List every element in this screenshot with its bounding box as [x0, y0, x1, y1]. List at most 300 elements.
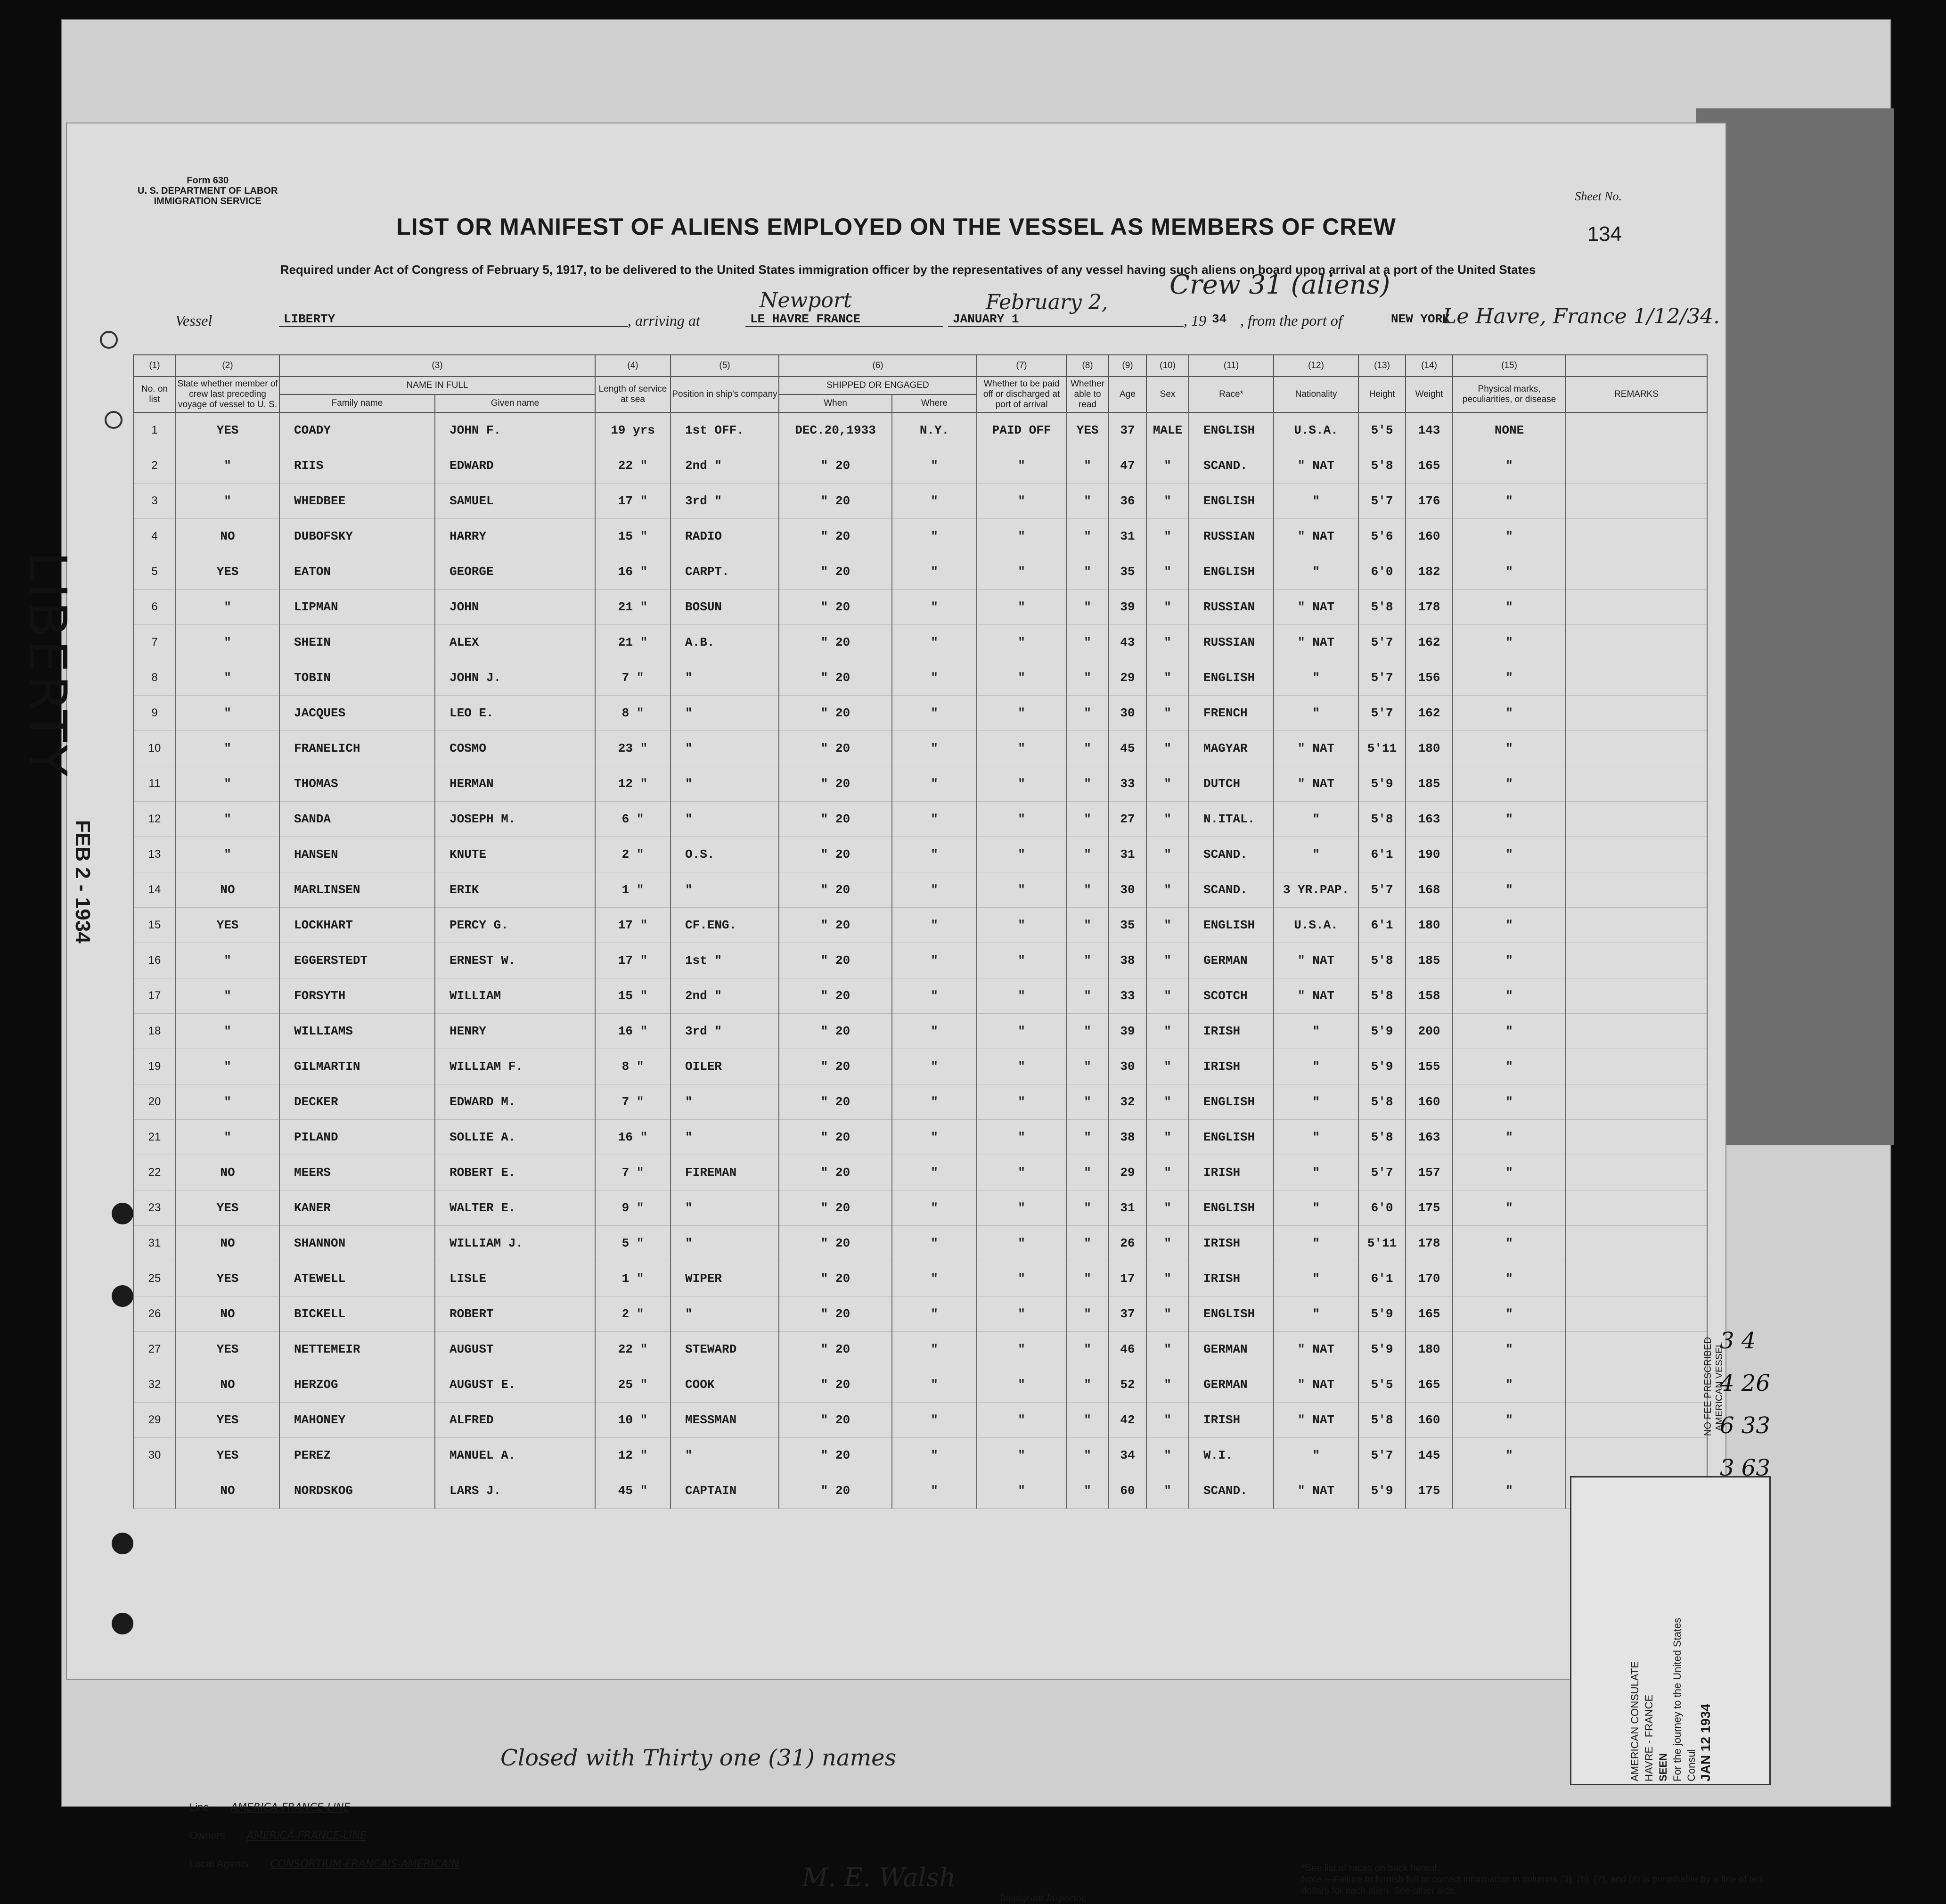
cell-where: ": [892, 1014, 977, 1049]
cell-height: 6'1: [1358, 1261, 1406, 1297]
cell-remarks: [1566, 1049, 1707, 1084]
cell-position: CARPT.: [670, 554, 779, 590]
line-field: [189, 1801, 351, 1814]
cell-race: SCAND.: [1189, 872, 1274, 908]
col-num: (15): [1453, 355, 1566, 377]
cell-given: JOSEPH M.: [435, 802, 595, 837]
cell-weight: 178: [1406, 590, 1453, 625]
cell-when: " 20: [779, 590, 892, 625]
cell-no: 20: [133, 1084, 176, 1120]
cell-paid: ": [977, 837, 1066, 872]
cell-age: 35: [1109, 908, 1146, 943]
form-identifier: [138, 175, 278, 206]
cell-paid: PAID OFF: [977, 412, 1066, 448]
cell-read: YES: [1066, 412, 1109, 448]
stamp-journey: For the journey to the United States: [1671, 1617, 1683, 1781]
table-row: [133, 448, 1707, 484]
cell-sex: ": [1146, 1155, 1189, 1190]
table-row: [133, 625, 1707, 660]
cell-sex: ": [1146, 448, 1189, 484]
cell-prev: ": [176, 943, 279, 978]
header-height: Height: [1358, 377, 1406, 412]
cell-prev: YES: [176, 1403, 279, 1438]
cell-given: ROBERT: [435, 1297, 595, 1332]
cell-given: LEO E.: [435, 696, 595, 731]
cell-family: THOMAS: [279, 766, 435, 802]
cell-paid: ": [977, 802, 1066, 837]
cell-remarks: [1566, 1014, 1707, 1049]
cell-when: " 20: [779, 554, 892, 590]
header-position: Position in ship's company: [670, 377, 779, 412]
cell-height: 5'9: [1358, 1014, 1406, 1049]
cell-read: ": [1066, 908, 1109, 943]
cell-remarks: [1566, 1155, 1707, 1190]
cell-weight: 185: [1406, 943, 1453, 978]
cell-remarks: [1566, 1438, 1707, 1473]
cell-remarks: [1566, 590, 1707, 625]
cell-remarks: [1566, 1297, 1707, 1332]
cell-remarks: [1566, 484, 1707, 519]
cell-age: 45: [1109, 731, 1146, 766]
cell-paid: ": [977, 1084, 1066, 1120]
cell-when: " 20: [779, 1332, 892, 1367]
cell-no: 16: [133, 943, 176, 978]
cell-family: HERZOG: [279, 1367, 435, 1403]
col-num: (11): [1189, 355, 1274, 377]
table-row: [133, 872, 1707, 908]
cell-where: ": [892, 1190, 977, 1226]
cell-when: " 20: [779, 484, 892, 519]
margin-date-stamp: FEB 2 - 1934: [71, 820, 94, 944]
table-row: [133, 484, 1707, 519]
cell-weight: 185: [1406, 766, 1453, 802]
cell-when: " 20: [779, 802, 892, 837]
cell-sex: ": [1146, 590, 1189, 625]
cell-when: " 20: [779, 625, 892, 660]
cell-given: ERIK: [435, 872, 595, 908]
cell-age: 47: [1109, 448, 1146, 484]
cell-nat: ": [1274, 1297, 1358, 1332]
cell-nat: " NAT: [1274, 590, 1358, 625]
cell-prev: ": [176, 1084, 279, 1120]
cell-sex: ": [1146, 1084, 1189, 1120]
cell-age: 34: [1109, 1438, 1146, 1473]
cell-family: FRANELICH: [279, 731, 435, 766]
column-number-row: [133, 355, 1707, 377]
table-row: [133, 1120, 1707, 1155]
cell-weight: 170: [1406, 1261, 1453, 1297]
cell-marks: ": [1453, 1120, 1566, 1155]
cell-remarks: [1566, 1084, 1707, 1120]
cell-read: ": [1066, 943, 1109, 978]
department: U. S. DEPARTMENT OF LABOR: [138, 186, 278, 196]
cell-prev: ": [176, 448, 279, 484]
cell-read: ": [1066, 766, 1109, 802]
cell-nat: ": [1274, 1155, 1358, 1190]
table-row: [133, 1367, 1707, 1403]
cell-no: 30: [133, 1438, 176, 1473]
cell-position: O.S.: [670, 837, 779, 872]
date-handwritten: February 2,: [986, 290, 1108, 314]
cell-prev: NO: [176, 1155, 279, 1190]
cell-given: JOHN: [435, 590, 595, 625]
owners-value: AMERICA-FRANCE-LINE: [246, 1830, 367, 1842]
cell-prev: ": [176, 625, 279, 660]
cell-read: ": [1066, 978, 1109, 1014]
cell-when: DEC.20,1933: [779, 412, 892, 448]
cell-prev: YES: [176, 908, 279, 943]
cell-sex: ": [1146, 1332, 1189, 1367]
cell-position: ": [670, 1226, 779, 1261]
cell-prev: ": [176, 484, 279, 519]
tally-line: 6 33: [1720, 1412, 1770, 1439]
cell-height: 5'8: [1358, 1120, 1406, 1155]
stamp-consulate: AMERICAN CONSULATE: [1629, 1661, 1641, 1781]
closed-note: Closed with Thirty one (31) names: [500, 1745, 897, 1771]
cell-remarks: [1566, 943, 1707, 978]
cell-race: RUSSIAN: [1189, 590, 1274, 625]
cell-where: ": [892, 1297, 977, 1332]
table-row: [133, 519, 1707, 554]
cell-weight: 180: [1406, 1332, 1453, 1367]
cell-when: " 20: [779, 1155, 892, 1190]
cell-age: 37: [1109, 412, 1146, 448]
crew-count-note: Crew 31 (aliens): [1169, 270, 1390, 300]
cell-age: 30: [1109, 696, 1146, 731]
col-num: (5): [670, 355, 779, 377]
cell-sex: ": [1146, 1297, 1189, 1332]
cell-marks: ": [1453, 484, 1566, 519]
cell-where: ": [892, 1438, 977, 1473]
cell-no: 23: [133, 1190, 176, 1226]
cell-given: LARS J.: [435, 1473, 595, 1509]
cell-family: EGGERSTEDT: [279, 943, 435, 978]
cell-where: ": [892, 802, 977, 837]
cell-paid: ": [977, 1403, 1066, 1438]
cell-paid: ": [977, 1049, 1066, 1084]
cell-remarks: [1566, 978, 1707, 1014]
cell-weight: 180: [1406, 908, 1453, 943]
crew-manifest-table: [133, 354, 1708, 1509]
cell-read: ": [1066, 554, 1109, 590]
cell-marks: ": [1453, 554, 1566, 590]
form-notes: [1301, 1863, 1773, 1896]
cell-prev: ": [176, 660, 279, 696]
cell-sex: ": [1146, 1403, 1189, 1438]
cell-no: 10: [133, 731, 176, 766]
header-able-to-read: Whether able to read: [1066, 377, 1109, 412]
cell-position: ": [670, 872, 779, 908]
cell-weight: 155: [1406, 1049, 1453, 1084]
cell-marks: ": [1453, 519, 1566, 554]
cell-height: 5'9: [1358, 1332, 1406, 1367]
cell-weight: 162: [1406, 625, 1453, 660]
cell-no: 3: [133, 484, 176, 519]
cell-nat: ": [1274, 1261, 1358, 1297]
cell-weight: 168: [1406, 872, 1453, 908]
punch-hole: [112, 1203, 133, 1224]
cell-marks: ": [1453, 448, 1566, 484]
fee-text: NO FEE PRESCRIBED: [1703, 1337, 1713, 1436]
header-sex: Sex: [1146, 377, 1189, 412]
cell-remarks: [1566, 1120, 1707, 1155]
cell-given: SAMUEL: [435, 484, 595, 519]
cell-weight: 162: [1406, 696, 1453, 731]
cell-height: 5'7: [1358, 484, 1406, 519]
cell-sex: ": [1146, 802, 1189, 837]
cell-where: ": [892, 554, 977, 590]
col-num: (2): [176, 355, 279, 377]
cell-when: " 20: [779, 837, 892, 872]
cell-remarks: [1566, 660, 1707, 696]
cell-service: 10 ": [595, 1403, 670, 1438]
cell-age: 39: [1109, 1014, 1146, 1049]
cell-paid: ": [977, 1014, 1066, 1049]
table-row: [133, 731, 1707, 766]
cell-height: 5'7: [1358, 660, 1406, 696]
cell-given: JOHN F.: [435, 412, 595, 448]
cell-paid: ": [977, 1332, 1066, 1367]
table-row: [133, 1190, 1707, 1226]
cell-nat: ": [1274, 1190, 1358, 1226]
cell-no: 5: [133, 554, 176, 590]
cell-weight: 156: [1406, 660, 1453, 696]
cell-race: ENGLISH: [1189, 1120, 1274, 1155]
cell-nat: ": [1274, 1226, 1358, 1261]
cell-paid: ": [977, 731, 1066, 766]
cell-family: SHEIN: [279, 625, 435, 660]
table-row: [133, 412, 1707, 448]
from-port-typed: NEW YORK: [1391, 312, 1450, 326]
cell-no: 27: [133, 1332, 176, 1367]
col-num: (4): [595, 355, 670, 377]
cell-race: IRISH: [1189, 1226, 1274, 1261]
cell-paid: ": [977, 908, 1066, 943]
cell-where: ": [892, 696, 977, 731]
cell-nat: ": [1274, 1049, 1358, 1084]
cell-sex: ": [1146, 978, 1189, 1014]
table-row: [133, 1084, 1707, 1120]
cell-when: " 20: [779, 1297, 892, 1332]
cell-given: WALTER E.: [435, 1190, 595, 1226]
col-num: (13): [1358, 355, 1406, 377]
cell-read: ": [1066, 1297, 1109, 1332]
cell-height: 5'5: [1358, 1367, 1406, 1403]
cell-sex: ": [1146, 1438, 1189, 1473]
inspector-label: Immigrant Inspector.: [1000, 1892, 1087, 1904]
page-subtitle: Required under Act of Congress of February 5, 1917, to be delivered to the United States immigration officer by the representatives of any vessel having such aliens on board upon arrival at a port of the United States: [280, 263, 1536, 277]
cell-when: " 20: [779, 1438, 892, 1473]
cell-prev: NO: [176, 1473, 279, 1509]
cell-sex: ": [1146, 1014, 1189, 1049]
cell-height: 5'11: [1358, 731, 1406, 766]
date-typed: JANUARY 1: [948, 312, 1184, 327]
arriving-label: , arriving at: [628, 312, 700, 329]
cell-height: 6'1: [1358, 908, 1406, 943]
table-row: [133, 837, 1707, 872]
cell-where: N.Y.: [892, 412, 977, 448]
table-row: [133, 1155, 1707, 1190]
cell-sex: ": [1146, 731, 1189, 766]
cell-marks: ": [1453, 802, 1566, 837]
cell-family: SHANNON: [279, 1226, 435, 1261]
cell-marks: ": [1453, 731, 1566, 766]
cell-service: 17 ": [595, 484, 670, 519]
cell-where: ": [892, 1084, 977, 1120]
cell-sex: ": [1146, 554, 1189, 590]
cell-read: ": [1066, 625, 1109, 660]
table-row: [133, 660, 1707, 696]
cell-service: 8 ": [595, 696, 670, 731]
table-row: [133, 1332, 1707, 1367]
cell-weight: 165: [1406, 1367, 1453, 1403]
cell-position: RADIO: [670, 519, 779, 554]
cell-no: [133, 1473, 176, 1509]
cell-race: SCAND.: [1189, 448, 1274, 484]
cell-age: 31: [1109, 837, 1146, 872]
cell-race: DUTCH: [1189, 766, 1274, 802]
header-paid-off: Whether to be paid off or discharged at port of arrival: [977, 377, 1066, 412]
vessel-type-text: AMERICAN VESSEL: [1714, 1342, 1725, 1431]
cell-nat: " NAT: [1274, 766, 1358, 802]
header-when: When: [779, 394, 892, 412]
cell-position: 1st OFF.: [670, 412, 779, 448]
cell-remarks: [1566, 1261, 1707, 1297]
cell-position: ": [670, 1084, 779, 1120]
cell-no: 29: [133, 1403, 176, 1438]
col-num: (9): [1109, 355, 1146, 377]
cell-prev: ": [176, 766, 279, 802]
cell-race: N.ITAL.: [1189, 802, 1274, 837]
cell-sex: ": [1146, 1226, 1189, 1261]
cell-service: 12 ": [595, 766, 670, 802]
cell-remarks: [1566, 1367, 1707, 1403]
cell-prev: ": [176, 1049, 279, 1084]
cell-given: COSMO: [435, 731, 595, 766]
cell-sex: ": [1146, 1473, 1189, 1509]
cell-remarks: [1566, 554, 1707, 590]
cell-height: 5'5: [1358, 412, 1406, 448]
cell-given: ALFRED: [435, 1403, 595, 1438]
cell-nat: ": [1274, 554, 1358, 590]
cell-position: ": [670, 802, 779, 837]
cell-age: 33: [1109, 978, 1146, 1014]
arriving-port-typed: LE HAVRE FRANCE: [745, 312, 943, 327]
cell-race: W.I.: [1189, 1438, 1274, 1473]
cell-read: ": [1066, 1403, 1109, 1438]
cell-family: WILLIAMS: [279, 1014, 435, 1049]
cell-remarks: [1566, 1403, 1707, 1438]
cell-position: A.B.: [670, 625, 779, 660]
cell-age: 17: [1109, 1261, 1146, 1297]
cell-prev: YES: [176, 412, 279, 448]
cell-prev: YES: [176, 1190, 279, 1226]
cell-remarks: [1566, 1190, 1707, 1226]
cell-service: 45 ": [595, 1473, 670, 1509]
header-weight: Weight: [1406, 377, 1453, 412]
cell-prev: YES: [176, 1332, 279, 1367]
cell-marks: ": [1453, 1367, 1566, 1403]
header-physical-marks: Physical marks, peculiarities, or disease: [1453, 377, 1566, 412]
cell-paid: ": [977, 1367, 1066, 1403]
cell-service: 22 ": [595, 1332, 670, 1367]
cell-when: " 20: [779, 519, 892, 554]
cell-sex: ": [1146, 872, 1189, 908]
cell-height: 5'7: [1358, 872, 1406, 908]
cell-nat: " NAT: [1274, 1473, 1358, 1509]
cell-nat: " NAT: [1274, 1403, 1358, 1438]
cell-read: ": [1066, 802, 1109, 837]
cell-where: ": [892, 908, 977, 943]
cell-service: 16 ": [595, 1120, 670, 1155]
cell-marks: ": [1453, 766, 1566, 802]
cell-height: 5'8: [1358, 943, 1406, 978]
cell-remarks: [1566, 412, 1707, 448]
table-row: [133, 1014, 1707, 1049]
cell-paid: ": [977, 484, 1066, 519]
table-row: [133, 908, 1707, 943]
cell-no: 6: [133, 590, 176, 625]
cell-where: ": [892, 731, 977, 766]
cell-weight: 163: [1406, 802, 1453, 837]
sheet-label: Sheet No.: [1575, 189, 1622, 203]
cell-paid: ": [977, 1190, 1066, 1226]
stamp-place: HAVRE - FRANCE: [1643, 1694, 1655, 1781]
cell-given: HENRY: [435, 1014, 595, 1049]
arriving-port-handwritten: Newport: [760, 288, 852, 312]
cell-no: 1: [133, 412, 176, 448]
cell-sex: ": [1146, 519, 1189, 554]
cell-given: AUGUST E.: [435, 1367, 595, 1403]
cell-where: ": [892, 1403, 977, 1438]
cell-height: 5'7: [1358, 1438, 1406, 1473]
line-label: Line: [189, 1801, 209, 1813]
line-value: AMERICA-FRANCE-LINE: [230, 1802, 351, 1814]
cell-remarks: [1566, 731, 1707, 766]
cell-age: 46: [1109, 1332, 1146, 1367]
cell-height: 6'1: [1358, 837, 1406, 872]
vessel-label: Vessel: [175, 312, 213, 329]
cell-age: 33: [1109, 766, 1146, 802]
cell-read: ": [1066, 1367, 1109, 1403]
cell-age: 30: [1109, 872, 1146, 908]
cell-remarks: [1566, 766, 1707, 802]
cell-read: ": [1066, 1049, 1109, 1084]
cell-paid: ": [977, 1226, 1066, 1261]
cell-when: " 20: [779, 448, 892, 484]
cell-remarks: [1566, 1332, 1707, 1367]
cell-weight: 175: [1406, 1473, 1453, 1509]
table-row: [133, 1403, 1707, 1438]
cell-family: ATEWELL: [279, 1261, 435, 1297]
cell-family: KANER: [279, 1190, 435, 1226]
margin-vessel-name: LIBERTY: [17, 551, 78, 780]
cell-service: 19 yrs: [595, 412, 670, 448]
cell-height: 5'8: [1358, 590, 1406, 625]
cell-weight: 182: [1406, 554, 1453, 590]
cell-prev: NO: [176, 1367, 279, 1403]
cell-read: ": [1066, 660, 1109, 696]
cell-sex: ": [1146, 484, 1189, 519]
cell-given: EDWARD: [435, 448, 595, 484]
cell-height: 5'9: [1358, 1049, 1406, 1084]
cell-weight: 165: [1406, 1297, 1453, 1332]
cell-marks: ": [1453, 1226, 1566, 1261]
stamp-consul: Consul: [1685, 1749, 1697, 1781]
cell-when: " 20: [779, 943, 892, 978]
cell-marks: ": [1453, 1049, 1566, 1084]
cell-service: 21 ": [595, 625, 670, 660]
